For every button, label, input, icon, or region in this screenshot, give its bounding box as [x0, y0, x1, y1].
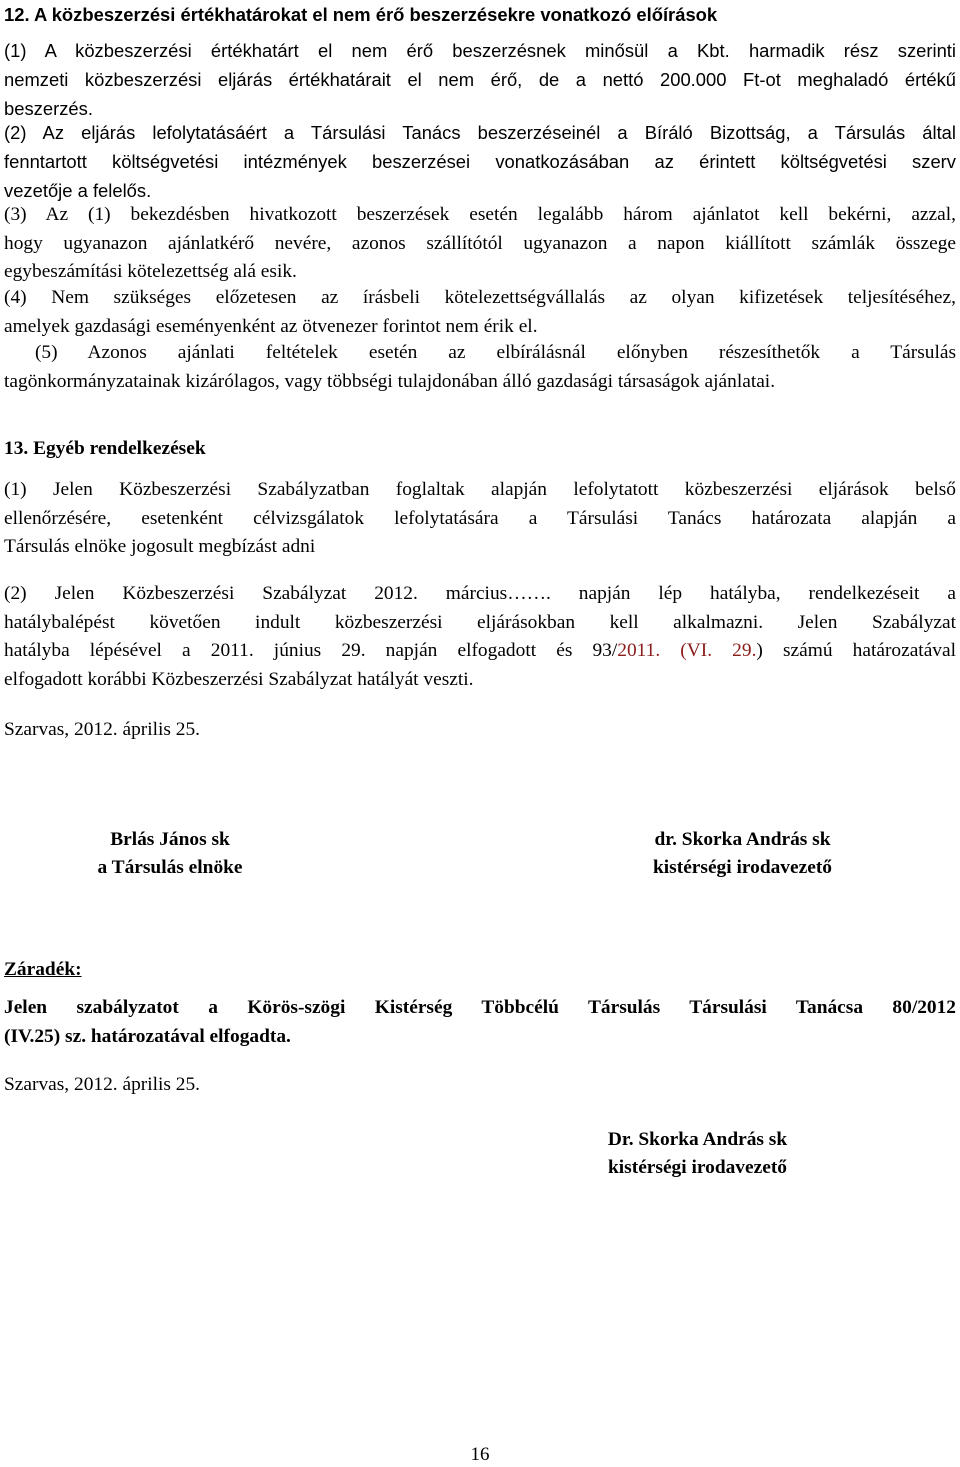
section-12-paragraph-3	[4, 201, 956, 287]
text-line: ellenőrzésére, esetenként célvizsgálatok lefolytatására a Társulási Tanács határozata alapján a	[4, 507, 956, 529]
text-line: fenntartott költségvetési intézmények beszerzései vonatkozásában az érintett költségvetési szerv	[4, 151, 956, 172]
zaradek-heading: Záradék:	[4, 959, 82, 980]
signature-name: Brlás János sk	[110, 829, 230, 850]
zaradek-text	[4, 994, 956, 1051]
page-number: 16	[470, 1444, 490, 1465]
text-line: (4) Nem szükséges előzetesen az írásbeli kötelezettségvállalás az olyan kifizetések teljesítéséhez,	[4, 287, 956, 308]
section-12-paragraph-1	[4, 36, 956, 123]
section-12-paragraph-5	[4, 339, 956, 396]
text-line: (IV.25) sz. határozatával elfogadta.	[4, 1025, 291, 1047]
text-line: nemzeti közbeszerzési eljárás értékhatárait el nem érő, de a nettó 200.000 Ft-ot meghaladó értékű	[4, 69, 956, 90]
section-12-heading: 12. A közbeszerzési értékhatárokat el nem érő beszerzésekre vonatkozó előírások	[4, 4, 718, 25]
section-13-heading: 13. Egyéb rendelkezések	[4, 438, 206, 459]
text-line: amelyek gazdasági eseményenként az ötvenezer forintot nem érik el.	[4, 315, 538, 337]
text-line: vezetője a felelős.	[4, 180, 152, 201]
zaradek-date-line: Szarvas, 2012. április 25.	[4, 1074, 201, 1095]
zaradek-signature	[560, 1126, 835, 1182]
section-13-paragraph-2	[4, 580, 956, 694]
section-13-paragraph-1	[4, 476, 956, 562]
text-line: Társulás elnöke jogosult megbízást adni	[4, 536, 316, 557]
text-line: (5) Azonos ajánlati feltételek esetén az elbírálásnál előnyben részesíthetők a Társulás	[4, 342, 956, 363]
text-line: (1) Jelen Közbeszerzési Szabályzatban foglaltak alapján lefolytatott közbeszerzési eljárások belső	[4, 479, 956, 500]
section-12-paragraph-4	[4, 284, 956, 341]
text-line: Jelen szabályzatot a Körös-szögi Kistérség Többcélú Társulás Társulási Tanácsa 80/2012	[4, 997, 956, 1018]
signature-title: kistérségi irodavezető	[608, 1157, 787, 1178]
text-line: hogy ugyanazon ajánlatkérő nevére, azonos szállítótól ugyanazon a napon kiállított számlák összege	[4, 232, 956, 254]
date-line: Szarvas, 2012. április 25.	[4, 719, 201, 740]
text-line: elfogadott korábbi Közbeszerzési Szabályzat hatályát veszti.	[4, 668, 474, 690]
signature-name: Dr. Skorka András sk	[607, 1129, 788, 1150]
text-line: (2) Jelen Közbeszerzési Szabályzat 2012. március……. napján lép hatályba, rendelkezéseit a	[4, 583, 956, 604]
text-line: (2) Az eljárás lefolytatásáért a Társulási Tanács beszerzéseinél a Bíráló Bizottság, a Társulás által	[4, 122, 956, 143]
text-line: hatálybalépést követően indult közbeszerzési eljárásokban kell alkalmazni. Jelen Szabályzat	[4, 611, 956, 633]
text-line	[4, 637, 956, 666]
signature-title: kistérségi irodavezető	[653, 857, 832, 878]
text-line: beszerzés.	[4, 98, 93, 119]
text-line: (3) Az (1) bekezdésben hivatkozott beszerzések esetén legalább három ajánlatot kell bekérni, azzal,	[4, 204, 956, 225]
highlighted-resolution-date: 2011. (VI. 29.	[617, 640, 757, 661]
text-line: tagönkormányzatainak kizárólagos, vagy többségi tulajdonában álló gazdasági társaságok ajánlatai.	[4, 370, 776, 392]
section-12-paragraph-2	[4, 118, 956, 205]
signature-name: dr. Skorka András sk	[654, 829, 831, 850]
text-line: (1) A közbeszerzési értékhatárt el nem érő beszerzésnek minősül a Kbt. harmadik rész szerinti	[4, 40, 956, 61]
signature-right	[600, 826, 885, 882]
text-fragment: ) számú határozatával	[756, 640, 956, 661]
signature-title: a Társulás elnöke	[97, 857, 243, 878]
text-line: egybeszámítási kötelezettség alá esik.	[4, 261, 297, 282]
text-fragment: hatályba lépésével a 2011. június 29. napján elfogadott és 93/	[4, 640, 618, 661]
signature-left	[60, 826, 280, 882]
